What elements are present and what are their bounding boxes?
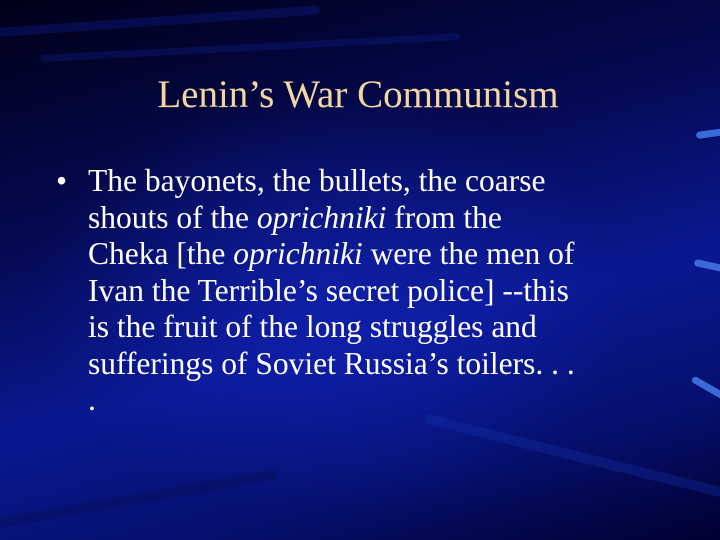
body-line: .	[88, 382, 96, 417]
bullet-text	[88, 163, 666, 419]
background-streak	[0, 5, 320, 39]
bullet-marker: •	[56, 163, 68, 198]
bullet-list	[56, 163, 666, 419]
body-line	[88, 200, 666, 237]
background-streak	[696, 128, 720, 139]
background-streak	[0, 469, 279, 531]
slide-title: Lenin’s War Communism	[157, 73, 559, 116]
body-text: were the men of	[362, 236, 575, 271]
body-line: sufferings of Soviet Russia’s toilers. . .	[88, 345, 575, 381]
italic-term: oprichniki	[256, 199, 387, 235]
background-streak	[691, 375, 720, 399]
body-text: from the	[386, 199, 502, 235]
background-streak	[40, 33, 460, 62]
body-line: is the fruit of the long struggles and	[88, 309, 537, 344]
italic-term: oprichniki	[233, 236, 363, 271]
body-line	[88, 236, 666, 273]
body-text: Cheka [the	[88, 236, 234, 271]
background-streak	[694, 259, 720, 272]
background-streak	[424, 413, 720, 500]
body-line: Ivan the Terrible’s secret police] --this	[88, 272, 569, 308]
body-line: The bayonets, the bullets, the coarse	[88, 163, 546, 198]
body-text: shouts of the	[88, 199, 257, 235]
